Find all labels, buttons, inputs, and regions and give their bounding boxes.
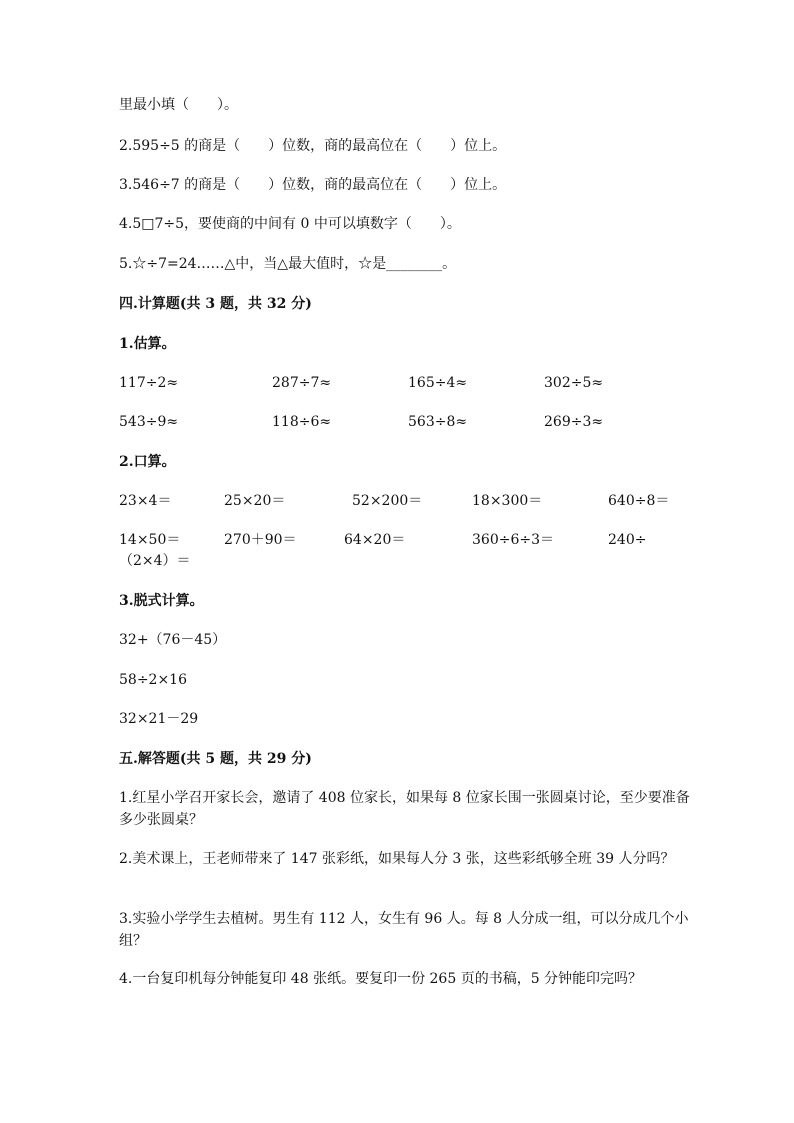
section4-title: 四.计算题(共 3 题，共 32 分) <box>119 296 312 312</box>
step-calc-item: 58÷2×16 <box>119 672 187 688</box>
step-calc-label: 3.脱式计算。 <box>119 593 204 609</box>
word-problem-3: 3.实验小学学生去植树。男生有 112 人，女生有 96 人。每 8 人分成一组，可以分成几个小组？ <box>119 911 689 949</box>
section3-continuation: 里最小填（ ）。 <box>119 97 238 113</box>
mental-math-cell: 18×300＝ <box>472 493 543 509</box>
mental-math-cell: 23×4＝ <box>119 493 172 509</box>
fill-blank-item-3: 3.546÷7 的商是（ ）位数，商的最高位在（ ）位上。 <box>119 177 507 193</box>
mental-math-cell: 25×20＝ <box>224 493 286 509</box>
mental-math-cell-wrap: （2×4）＝ <box>119 553 191 569</box>
mental-math-cell: 640÷8＝ <box>608 493 670 509</box>
mental-math-cell: 240÷ <box>608 532 647 548</box>
estimate-cell: 563÷8≈ <box>408 414 468 430</box>
fill-blank-item-4: 4.5□7÷5，要使商的中间有 0 中可以填数字（ ）。 <box>119 216 461 232</box>
mental-math-cell: 270＋90＝ <box>224 532 297 548</box>
word-problem-2: 2.美术课上，王老师带来了 147 张彩纸，如果每人分 3 张，这些彩纸够全班 39 人分吗？ <box>119 851 675 867</box>
estimate-cell: 287÷7≈ <box>272 375 332 391</box>
mental-math-cell: 52×200＝ <box>352 493 423 509</box>
mental-math-cell: 14×50＝ <box>119 532 181 548</box>
word-problem-1: 1.红星小学召开家长会，邀请了 408 位家长，如果每 8 位家长围一张圆桌讨论，至少要准备多少张圆桌？ <box>119 790 690 828</box>
mental-math-cell: 64×20＝ <box>344 532 406 548</box>
estimate-cell: 117÷2≈ <box>119 375 179 391</box>
word-problem-4: 4.一台复印机每分钟能复印 48 张纸。要复印一份 265 页的书稿，5 分钟能印完吗？ <box>119 971 643 987</box>
estimate-cell: 269÷3≈ <box>544 414 604 430</box>
section5-title: 五.解答题(共 5 题，共 29 分) <box>119 751 312 767</box>
estimate-cell: 118÷6≈ <box>272 414 332 430</box>
mental-math-cell: 360÷6÷3＝ <box>472 532 554 548</box>
estimate-cell: 543÷9≈ <box>119 414 179 430</box>
fill-blank-item-2: 2.595÷5 的商是（ ）位数，商的最高位在（ ）位上。 <box>119 138 507 154</box>
fill-blank-item-5: 5.☆÷7=24……△中，当△最大值时，☆是________。 <box>119 256 457 272</box>
step-calc-item: 32+（76－45） <box>119 632 227 648</box>
estimate-cell: 302÷5≈ <box>544 375 604 391</box>
estimate-label: 1.估算。 <box>119 336 176 352</box>
estimate-cell: 165÷4≈ <box>408 375 468 391</box>
step-calc-item: 32×21－29 <box>119 711 199 727</box>
mental-math-label: 2.口算。 <box>119 454 176 470</box>
